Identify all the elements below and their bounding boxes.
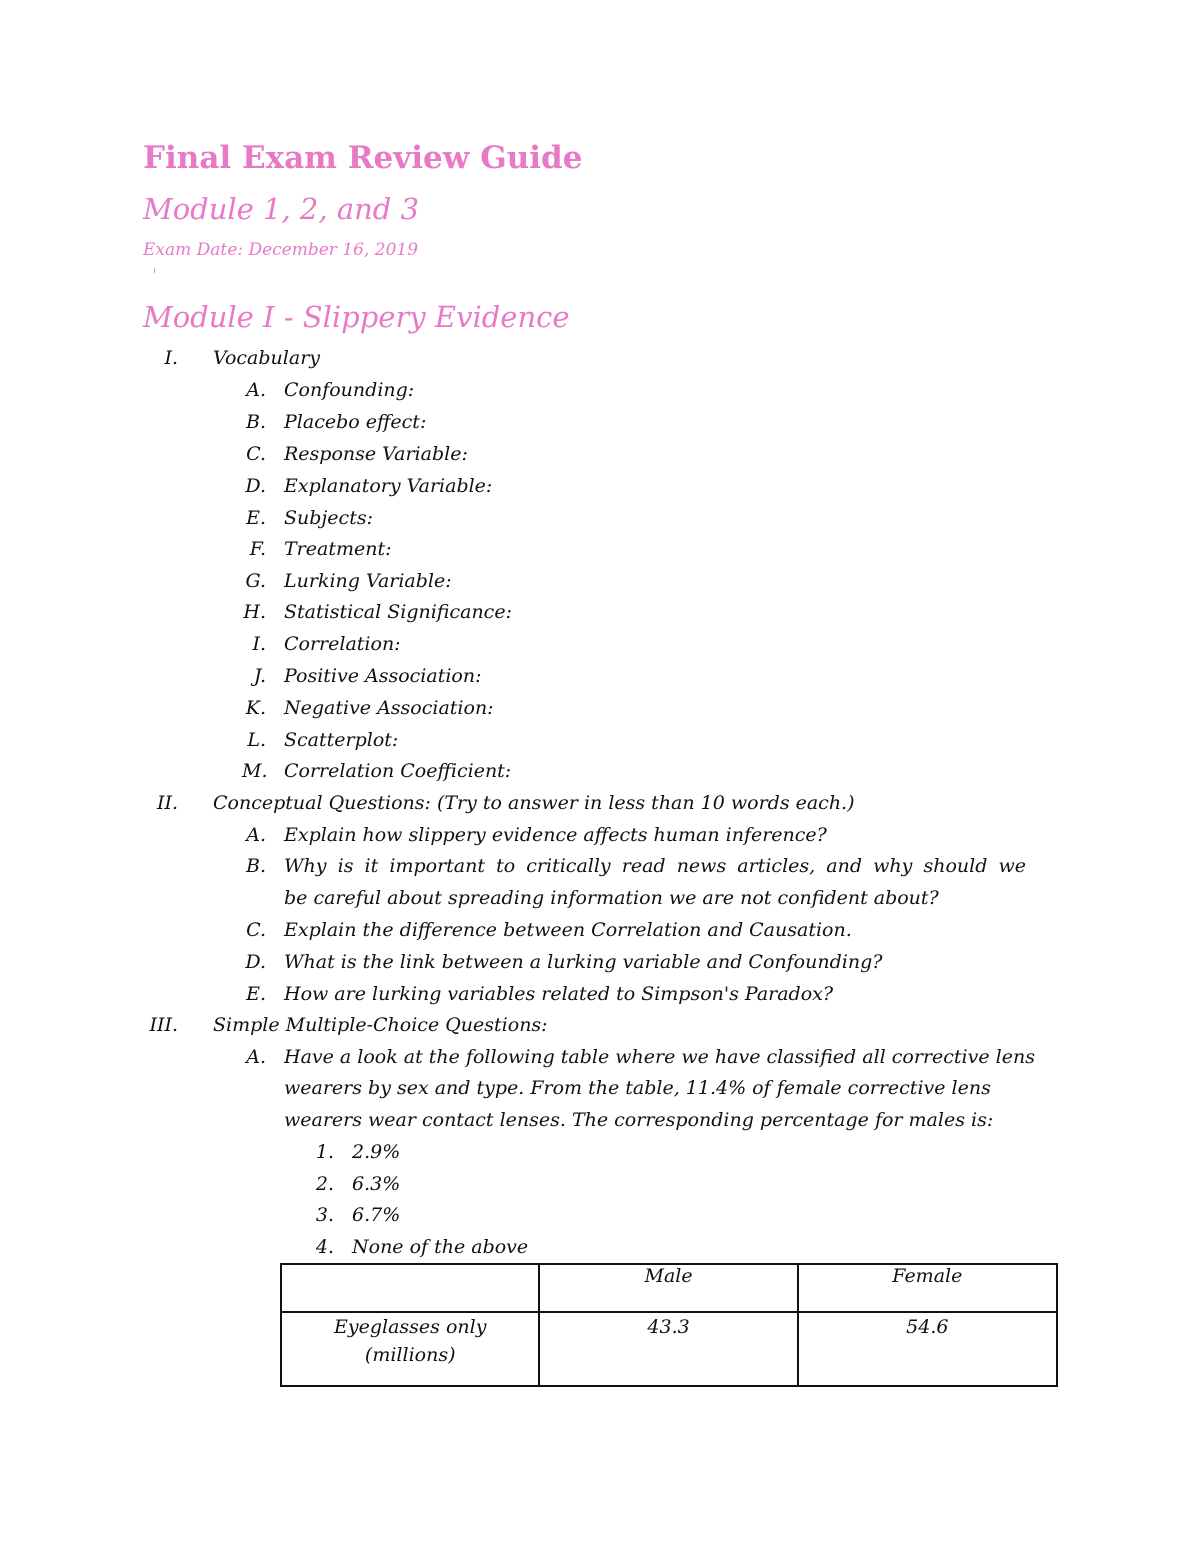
module-heading: Module I - Slippery Evidence — [143, 300, 570, 334]
table-row — [281, 1312, 1057, 1386]
answer-option: 6.3% — [352, 1173, 401, 1195]
list-marker: C. — [246, 919, 266, 941]
vocab-item: Negative Association: — [284, 697, 494, 719]
list-marker: B. — [245, 411, 266, 433]
option-marker: 3. — [315, 1204, 334, 1226]
table-cell: 54.6 — [798, 1312, 1057, 1386]
vocab-item: Scatterplot: — [284, 729, 399, 751]
table-header-row — [281, 1264, 1057, 1312]
section-label-multiple-choice: Simple Multiple-Choice Questions: — [213, 1014, 548, 1036]
vocab-item: Lurking Variable: — [284, 570, 452, 592]
table-row-label-line: (millions) — [364, 1344, 456, 1366]
option-marker: 2. — [315, 1173, 334, 1195]
vocab-item: Correlation Coefficient: — [284, 760, 512, 782]
option-marker: 1. — [315, 1141, 334, 1163]
list-marker: A. — [246, 824, 266, 846]
list-marker: F. — [249, 538, 266, 560]
question-item: Explain how slippery evidence affects human inference? — [284, 824, 827, 846]
vocab-item: Correlation: — [284, 633, 401, 655]
exam-date: Exam Date: December 16, 2019 — [143, 240, 419, 260]
question-text-line: Have a look at the following table where we have classified all corrective lens — [284, 1046, 1035, 1068]
list-marker: B. — [245, 855, 266, 877]
question-text-line: wearers by sex and type. From the table, 11.4% of female corrective lens — [284, 1077, 991, 1099]
question-item-line: be careful about spreading information we are not confident about? — [284, 887, 939, 909]
question-item: What is the link between a lurking variable and Confounding? — [284, 951, 883, 973]
section-marker: II. — [156, 792, 178, 814]
section-marker: I. — [164, 347, 178, 369]
list-marker: L. — [247, 729, 266, 751]
vocab-item: Response Variable: — [284, 443, 468, 465]
answer-option: 2.9% — [352, 1141, 401, 1163]
document-subtitle: Module 1, 2, and 3 — [143, 192, 420, 226]
table-header-cell: Male — [539, 1264, 797, 1312]
list-marker: M. — [242, 760, 268, 782]
table-row-label-line: Eyeglasses only — [334, 1316, 487, 1338]
list-marker: J. — [253, 665, 266, 687]
vocab-item: Placebo effect: — [284, 411, 427, 433]
option-marker: 4. — [315, 1236, 334, 1258]
vocab-item: Treatment: — [284, 538, 392, 560]
vocab-item: Confounding: — [284, 379, 415, 401]
vocab-item: Explanatory Variable: — [284, 475, 493, 497]
list-marker: K. — [245, 697, 266, 719]
list-marker: D. — [245, 951, 266, 973]
question-item-line: Why is it important to critically read news articles, and why should we — [284, 855, 1026, 877]
table-cell: 43.3 — [539, 1312, 797, 1386]
list-marker: E. — [246, 507, 266, 529]
list-marker: H. — [243, 601, 266, 623]
question-item: How are lurking variables related to Simpson's Paradox? — [284, 983, 834, 1005]
question-text-line: wearers wear contact lenses. The corresponding percentage for males is: — [284, 1109, 994, 1131]
question-item: Explain the difference between Correlation and Causation. — [284, 919, 852, 941]
vocab-item: Positive Association: — [284, 665, 482, 687]
list-marker: C. — [246, 443, 266, 465]
list-marker: D. — [245, 475, 266, 497]
document-title: Final Exam Review Guide — [143, 140, 583, 176]
section-label-conceptual: Conceptual Questions: (Try to answer in less than 10 words each.) — [213, 792, 855, 814]
list-marker: E. — [246, 983, 266, 1005]
answer-option: None of the above — [352, 1236, 529, 1258]
vocab-item: Subjects: — [284, 507, 373, 529]
vocab-item: Statistical Significance: — [284, 601, 512, 623]
list-marker: A. — [246, 1046, 266, 1068]
section-marker: III. — [149, 1014, 178, 1036]
stray-mark — [154, 268, 155, 273]
table-header-cell: Female — [798, 1264, 1057, 1312]
answer-option: 6.7% — [352, 1204, 401, 1226]
lens-wearers-table — [280, 1263, 1058, 1387]
table-header-cell — [281, 1264, 539, 1312]
list-marker: G. — [245, 570, 266, 592]
list-marker: A. — [246, 379, 266, 401]
list-marker: I. — [252, 633, 266, 655]
table-row-label — [281, 1312, 539, 1386]
section-label-vocabulary: Vocabulary — [213, 347, 321, 369]
